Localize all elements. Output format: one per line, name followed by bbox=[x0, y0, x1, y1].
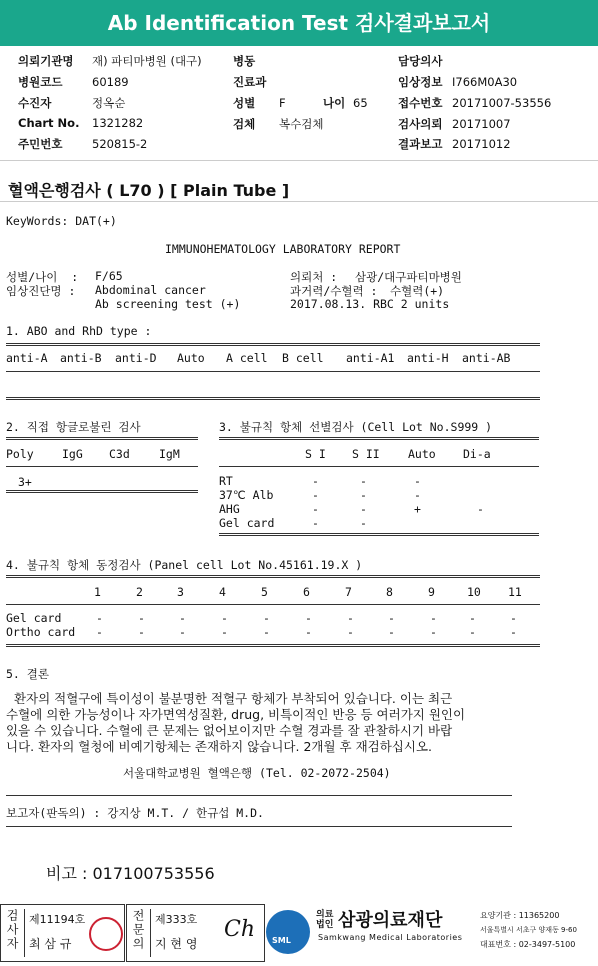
s3-cell: - bbox=[360, 488, 367, 502]
s4-cell: - bbox=[305, 625, 312, 639]
s4-header: 2 bbox=[136, 585, 143, 599]
s4-cell: - bbox=[179, 625, 186, 639]
s4-cell: - bbox=[430, 611, 437, 625]
conclusion-line: 있을 수 있습니다. 수혈에 큰 문제는 없어보이지만 수혈 경과를 잘 관찰하시기 바랍 bbox=[6, 723, 453, 738]
referral-value: 삼광/대구파티마병원 bbox=[355, 270, 462, 284]
org-english: Samkwang Medical Laboratories bbox=[318, 933, 463, 942]
info-value: 재) 파티마병원 (대구) bbox=[92, 54, 202, 68]
info-value: 65 bbox=[353, 96, 368, 110]
info-label: 검체 bbox=[233, 117, 256, 131]
double-rule bbox=[219, 437, 539, 440]
s4-header: 9 bbox=[428, 585, 435, 599]
s3-row-label: RT bbox=[219, 474, 233, 488]
transfusion-label: 과거력/수혈력 : bbox=[290, 284, 378, 298]
s4-cell: - bbox=[510, 611, 517, 625]
single-rule bbox=[6, 604, 540, 605]
info-label: 성별 bbox=[233, 96, 256, 110]
report-title: IMMUNOHEMATOLOGY LABORATORY REPORT bbox=[165, 242, 401, 256]
info-label: Chart No. bbox=[18, 116, 80, 130]
s3-cell: - bbox=[360, 474, 367, 488]
s1-header: A cell bbox=[226, 351, 268, 365]
s3-cell: - bbox=[312, 474, 319, 488]
remark: 비고 : 017100753556 bbox=[46, 864, 215, 883]
s3-cell: + bbox=[414, 502, 421, 516]
info-value: I766M0A30 bbox=[452, 75, 518, 89]
reporter-line: 보고자(판독의) : 강지상 M.T. / 한규섭 M.D. bbox=[6, 806, 264, 820]
s3-header: Auto bbox=[408, 447, 436, 461]
conclusion-line: 수혈에 의한 가능성이나 자가면역성질환, drug, 비특이적인 반응 등 여러가지 원인이 bbox=[6, 707, 466, 722]
info-label: 의뢰기관명 bbox=[18, 54, 74, 68]
s1-header: anti-B bbox=[60, 351, 102, 365]
info-col2 bbox=[233, 53, 383, 136]
s4-cell: - bbox=[221, 611, 228, 625]
diag-value-2: Ab screening test (+) bbox=[95, 297, 241, 311]
s3-cell: - bbox=[312, 516, 319, 530]
info-label: 임상정보 bbox=[398, 75, 443, 89]
org-prefix-1: 의료 bbox=[316, 910, 334, 920]
s1-title: 1. ABO and RhD type : bbox=[6, 324, 152, 338]
sexage-value: F/65 bbox=[95, 269, 123, 283]
info-label: 접수번호 bbox=[398, 96, 443, 110]
sml-logo-icon bbox=[266, 910, 310, 954]
s4-cell: - bbox=[263, 625, 270, 639]
double-rule bbox=[219, 533, 539, 536]
s3-cell: - bbox=[360, 516, 367, 530]
s4-cell: - bbox=[469, 625, 476, 639]
info-label: 검사의뢰 bbox=[398, 117, 443, 131]
info-label: 수진자 bbox=[18, 96, 52, 110]
s4-header: 7 bbox=[345, 585, 352, 599]
s1-header: anti-A bbox=[6, 351, 48, 365]
s2-header: IgM bbox=[159, 447, 180, 461]
s3-row-label: Gel card bbox=[219, 516, 275, 530]
double-rule bbox=[6, 397, 540, 400]
s4-header: 10 bbox=[467, 585, 481, 599]
s4-cell: - bbox=[430, 625, 437, 639]
examiner-label: 검사자 bbox=[4, 909, 25, 957]
examiner-no: 제11194호 bbox=[29, 913, 86, 926]
s4-cell: - bbox=[96, 625, 103, 639]
single-rule bbox=[6, 795, 512, 796]
s3-header: S I bbox=[305, 447, 326, 461]
info-value: 20171007 bbox=[452, 117, 511, 131]
transfusion-detail: 2017.08.13. RBC 2 units bbox=[290, 297, 450, 311]
institution-line: 서울대학교병원 혈액은행 (Tel. 02-2072-2504) bbox=[123, 766, 391, 780]
conclusion-line: 니다. 환자의 혈청에 비예기항체는 존재하지 않습니다. 2개월 후 재검하십시오. bbox=[6, 739, 432, 754]
org-name: 삼광의료재단 bbox=[338, 910, 443, 931]
specialist-label: 전문의 bbox=[130, 909, 151, 957]
info-label: 나이 bbox=[323, 96, 346, 110]
divider bbox=[0, 201, 598, 202]
s4-cell: - bbox=[179, 611, 186, 625]
logo-text: SML bbox=[272, 936, 291, 945]
s4-cell: - bbox=[388, 625, 395, 639]
s1-header: anti-AB bbox=[462, 351, 511, 365]
s3-row-label: AHG bbox=[219, 502, 240, 516]
seal-icon bbox=[89, 917, 123, 951]
examiner-box bbox=[0, 904, 125, 962]
s3-header: S II bbox=[352, 447, 380, 461]
double-rule bbox=[6, 437, 198, 440]
double-rule bbox=[6, 575, 540, 578]
s4-cell: - bbox=[138, 625, 145, 639]
s4-cell: - bbox=[138, 611, 145, 625]
s1-header: anti-H bbox=[407, 351, 449, 365]
s4-cell: - bbox=[305, 611, 312, 625]
org-code: 요양기관 : 11365200 bbox=[480, 911, 560, 920]
info-col3 bbox=[398, 53, 598, 156]
s3-cell: - bbox=[414, 474, 421, 488]
report-header: Ab Identification Test 검사결과보고서 bbox=[0, 0, 598, 46]
s1-header: B cell bbox=[282, 351, 324, 365]
single-rule bbox=[6, 466, 198, 467]
s3-cell: - bbox=[477, 502, 484, 516]
org-address: 서울특별시 서초구 양재동 9-60 bbox=[480, 926, 577, 934]
s2-value: 3+ bbox=[18, 475, 32, 489]
s4-header: 11 bbox=[508, 585, 522, 599]
double-rule bbox=[6, 490, 198, 493]
examiner-name: 최 삼 규 bbox=[29, 937, 72, 951]
diag-label: 임상진단명 : bbox=[6, 284, 76, 298]
s4-header: 6 bbox=[303, 585, 310, 599]
conclusion-line: 환자의 적혈구에 특이성이 불분명한 적혈구 항체가 부착되어 있습니다. 이는 최근 bbox=[6, 691, 453, 706]
info-col1 bbox=[18, 53, 238, 156]
s3-row-label: 37℃ Alb bbox=[219, 488, 274, 502]
info-value: F bbox=[279, 96, 286, 110]
specialist-name: 지 현 영 bbox=[155, 937, 198, 951]
double-rule bbox=[6, 644, 540, 647]
info-label: 결과보고 bbox=[398, 137, 443, 151]
single-rule bbox=[6, 371, 540, 372]
s2-header: Poly bbox=[6, 447, 34, 461]
info-label: 주민번호 bbox=[18, 137, 63, 151]
s4-header: 8 bbox=[386, 585, 393, 599]
transfusion-value: 수혈력(+) bbox=[390, 284, 445, 298]
info-label: 진료과 bbox=[233, 75, 267, 89]
divider bbox=[0, 160, 598, 161]
s2-header: IgG bbox=[62, 447, 83, 461]
s5-title: 5. 결론 bbox=[6, 667, 49, 681]
org-prefix bbox=[316, 910, 333, 930]
s1-header: Auto bbox=[177, 351, 205, 365]
s1-header: anti-A1 bbox=[346, 351, 395, 365]
info-label: 병동 bbox=[233, 54, 256, 68]
s4-cell: - bbox=[469, 611, 476, 625]
s4-header: 1 bbox=[94, 585, 101, 599]
s3-cell: - bbox=[360, 502, 367, 516]
sexage-label: 성별/나이 : bbox=[6, 270, 79, 284]
single-rule bbox=[6, 826, 512, 827]
info-value: 정옥순 bbox=[92, 96, 126, 110]
s3-title: 3. 불규칙 항체 선별검사 (Cell Lot No.S999 ) bbox=[219, 420, 493, 434]
info-value: 60189 bbox=[92, 75, 129, 89]
section-title: 혈액은행검사 ( L70 ) [ Plain Tube ] bbox=[8, 181, 290, 200]
s4-cell: - bbox=[221, 625, 228, 639]
org-prefix-2: 법인 bbox=[316, 920, 334, 930]
referral-label: 의뢰처 : bbox=[290, 270, 338, 284]
signature: Ch bbox=[224, 917, 256, 942]
org-tel: 대표번호 : 02-3497-5100 bbox=[480, 940, 576, 949]
keywords: KeyWords: DAT(+) bbox=[6, 214, 117, 228]
s3-cell: - bbox=[312, 502, 319, 516]
s4-cell: - bbox=[347, 625, 354, 639]
s3-cell: - bbox=[414, 488, 421, 502]
info-value: 1321282 bbox=[92, 116, 144, 130]
s4-title: 4. 불규칙 항체 동정검사 (Panel cell Lot No.45161.19.X ) bbox=[6, 558, 363, 572]
s4-row-label: Ortho card bbox=[6, 625, 76, 639]
info-value: 20171012 bbox=[452, 137, 511, 151]
diag-value: Abdominal cancer bbox=[95, 283, 206, 297]
s4-cell: - bbox=[388, 611, 395, 625]
info-value: 20171007-53556 bbox=[452, 96, 552, 110]
double-rule bbox=[6, 343, 540, 346]
s3-cell: - bbox=[312, 488, 319, 502]
info-value: 복수검체 bbox=[279, 117, 324, 131]
s4-cell: - bbox=[510, 625, 517, 639]
s4-header: 4 bbox=[219, 585, 226, 599]
s4-header: 3 bbox=[177, 585, 184, 599]
info-label: 담당의사 bbox=[398, 54, 443, 68]
specialist-box bbox=[126, 904, 265, 962]
single-rule bbox=[219, 466, 539, 467]
info-label: 병원코드 bbox=[18, 75, 63, 89]
s4-cell: - bbox=[263, 611, 270, 625]
s1-header: anti-D bbox=[115, 351, 157, 365]
s4-header: 5 bbox=[261, 585, 268, 599]
specialist-no: 제333호 bbox=[155, 913, 198, 926]
s4-cell: - bbox=[96, 611, 103, 625]
s2-header: C3d bbox=[109, 447, 130, 461]
s4-cell: - bbox=[347, 611, 354, 625]
info-value: 520815-2 bbox=[92, 137, 148, 151]
s4-row-label: Gel card bbox=[6, 611, 62, 625]
s2-title: 2. 직접 항글로불린 검사 bbox=[6, 420, 141, 434]
s3-header: Di-a bbox=[463, 447, 491, 461]
